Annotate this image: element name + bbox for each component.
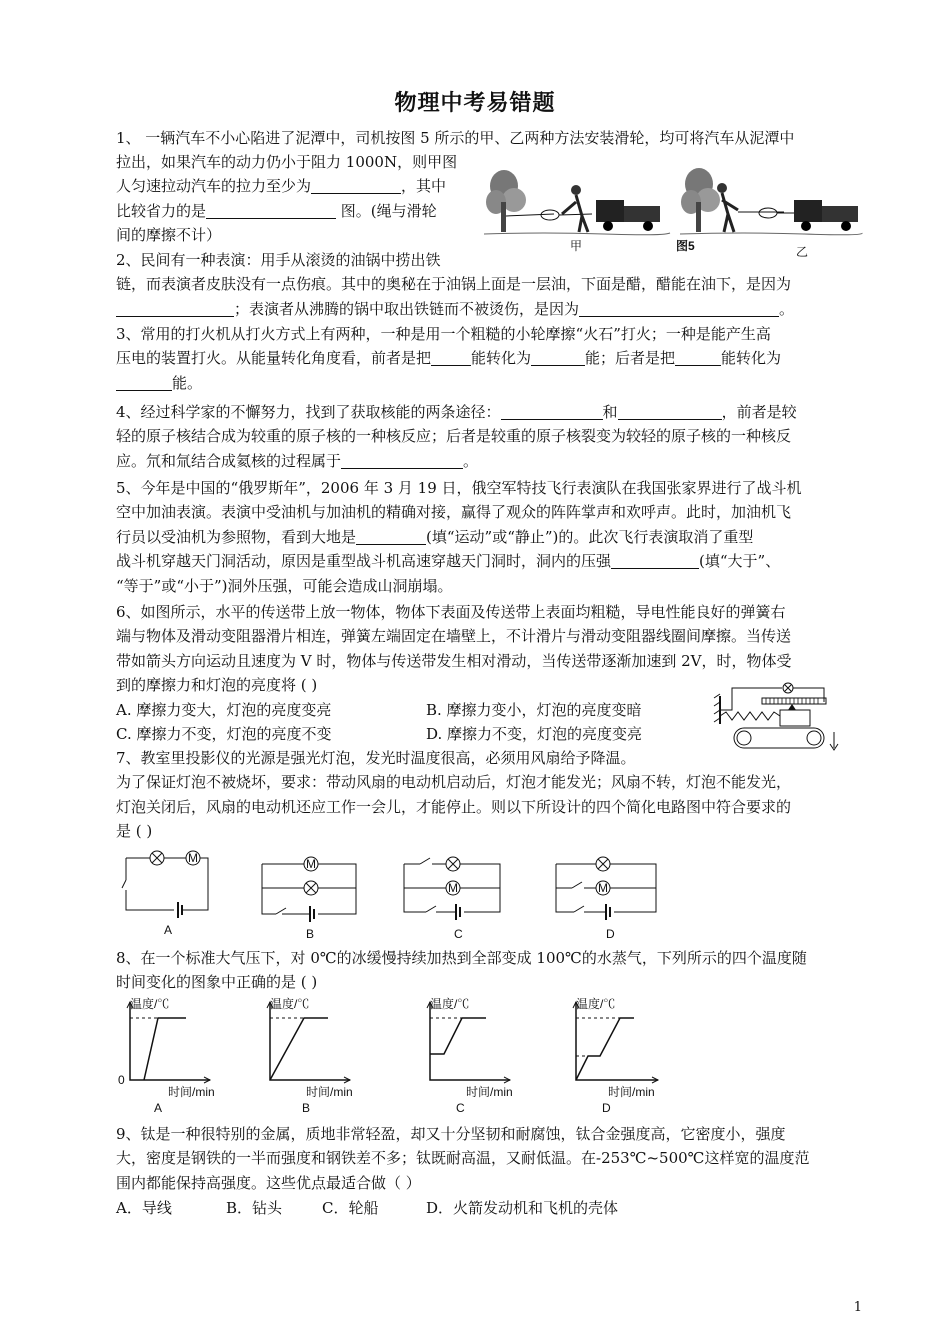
svg-text:M: M <box>448 881 458 895</box>
pulley-figure-a <box>484 170 670 235</box>
question-7: 7、教室里投影仪的光源是强光灯泡，发光时温度很高，必须用风扇给予降温。 为了保证灯泡不被烧坏，要求：带动风扇的电动机启动后，灯泡才能发光；风扇不转，灯泡不能发光， 灯泡关闭后，风扇的电动机还应工作一会儿，才能停止。则以下所设计的四个简化电路图中符合要求的 是 ( ) <box>116 749 792 841</box>
circuit-d <box>556 857 656 941</box>
option-d[interactable]: D. 摩擦力不变，灯泡的亮度变亮 <box>426 725 643 744</box>
option-d[interactable]: D．火箭发动机和飞机的壳体 <box>426 1199 619 1217</box>
answer-blank[interactable] <box>501 403 603 420</box>
question-1: 1、 一辆汽车不小心陷进了泥潭中，司机按图 5 所示的甲、乙两种方法安装滑轮，均可将汽车从泥潭中 <box>116 129 795 147</box>
question-9-options <box>116 1196 618 1220</box>
option-a[interactable]: A．导线 <box>116 1199 172 1217</box>
answer-blank[interactable] <box>531 349 585 366</box>
pulley-figure-b <box>680 168 862 235</box>
circuit-b <box>262 857 356 941</box>
graph-label-c: C <box>456 1101 465 1115</box>
svg-text:时间/min: 时间/min <box>608 1085 655 1099</box>
pulley-figure <box>484 158 864 262</box>
svg-text:时间/min: 时间/min <box>168 1085 215 1099</box>
question-3: 3、常用的打火机从打火方式上有两种，一种是用一个粗糙的小轮摩擦“火石”打火；一种是能产生高 压电的装置打火。从能量转化角度看，前者是把 能转化为 能；后者是把 能转化为 能。 <box>116 325 782 392</box>
answer-blank[interactable] <box>611 552 699 569</box>
answer-blank[interactable] <box>675 349 721 366</box>
question-6-options <box>116 698 736 747</box>
graph-d <box>573 996 658 1115</box>
option-c[interactable]: C. 摩擦力不变，灯泡的亮度不变 <box>116 725 332 744</box>
figure-caption: 图5 <box>676 239 695 253</box>
svg-text:温度/℃: 温度/℃ <box>270 997 310 1011</box>
svg-text:M: M <box>598 881 608 895</box>
circuit-label-b: B <box>306 927 315 941</box>
answer-blank[interactable] <box>311 177 401 194</box>
answer-blank[interactable] <box>618 403 722 420</box>
svg-text:时间/min: 时间/min <box>466 1085 513 1099</box>
svg-text:温度/℃: 温度/℃ <box>576 997 616 1011</box>
circuit-c <box>404 857 500 941</box>
svg-text:0: 0 <box>118 1073 125 1087</box>
temperature-graphs <box>110 994 670 1118</box>
question-9: 9、钛是一种很特别的金属，质地非常轻盈，却又十分坚韧和耐腐蚀，钛合金强度高，它密度小，强度 大，密度是钢铁的一半而强度和钢铁差不多；钛既耐高温，又耐低温。在-253℃~500℃这样宽的温度范 围内都能保持高强度。这些优点最适合做（ ） <box>116 1125 810 1192</box>
svg-text:时间/min: 时间/min <box>306 1085 353 1099</box>
question-5: 5、今年是中国的“俄罗斯年”，2006 年 3 月 19 日，俄空军特技飞行表演队在我国张家界进行了战斗机 空中加油表演。表演中受油机与加油机的精确对接，赢得了观众的阵阵掌声和欢呼声。此时，加油机飞 行员以受油机为参照物，看到大地是 (填“运动”或“静止”)的。此次飞行表演取消了重型 战斗机穿越天门洞活动，原因是重型战斗机高速穿越天门洞时，洞内的压强 (填“大于”、 “等于”或“小于”)洞外压强，可能会造成山洞崩塌。 <box>116 479 802 595</box>
svg-text:M: M <box>188 851 198 865</box>
circuit-a <box>122 851 208 937</box>
option-b[interactable]: B. 摩擦力变小，灯泡的亮度变暗 <box>426 701 642 719</box>
answer-blank[interactable] <box>341 452 463 469</box>
figure-label-b: 乙 <box>796 245 809 259</box>
option-b[interactable]: B．钻头 <box>226 1199 283 1217</box>
circuit-diagrams <box>110 846 670 942</box>
question-4: 4、经过科学家的不懈努力，找到了获取核能的两条途径： 和 ，前者是较 轻的原子核结合成为较重的原子核的一种核反应；后者是较重的原子核裂变为较轻的原子核的一种核反 应。氘和氚结合成氦核的过程属于 。 <box>116 403 797 470</box>
circuit-label-a: A <box>164 923 173 937</box>
svg-text:温度/℃: 温度/℃ <box>130 997 170 1011</box>
graph-c <box>427 996 513 1115</box>
option-c[interactable]: C．轮船 <box>322 1199 379 1217</box>
graph-a <box>118 996 215 1115</box>
question-2: 2、民间有一种表演：用手从滚烫的油锅中捞出铁 链，而表演者皮肤没有一点伤痕。其中的奥秘在于油锅上面是一层油，下面是醋，醋能在油下，是因为 ；表演者从沸腾的锅中取出铁链而不被烫伤，是因为 。 <box>116 251 795 318</box>
answer-blank[interactable] <box>579 300 779 317</box>
svg-text:温度/℃: 温度/℃ <box>430 997 470 1011</box>
graph-b <box>267 996 353 1115</box>
graph-label-b: B <box>302 1101 311 1115</box>
question-6: 6、如图所示，水平的传送带上放一物体，物体下表面及传送带上表面均粗糙，导电性能良好的弹簧右 端与物体及滑动变阻器滑片相连，弹簧左端固定在墙壁上，不计滑片与滑动变阻器线圈间摩擦。当传送 带如箭头方向运动且速度为 V 时，物体与传送带发生相对滑动，当传送带逐渐加速到 2V，时，物体受 到的摩擦力和灯泡的亮度将 ( ) <box>116 603 792 695</box>
option-a[interactable]: A. 摩擦力变大，灯泡的亮度变亮 <box>116 701 332 719</box>
circuit-label-d: D <box>606 927 615 941</box>
page-title: 物理中考易错题 <box>394 90 556 116</box>
circuit-label-c: C <box>454 927 463 941</box>
answer-blank[interactable] <box>431 349 471 366</box>
svg-text:M: M <box>306 857 316 871</box>
answer-blank[interactable] <box>356 528 426 545</box>
answer-blank[interactable] <box>116 374 172 391</box>
question-1-text: 拉出，如果汽车的动力仍小于阻力 1000N，则甲图 人匀速拉动汽车的拉力至少为 ，其中 比较省力的是 图。(绳与滑轮 间的摩擦不计） <box>116 153 458 245</box>
answer-blank[interactable] <box>206 202 336 219</box>
figure-label-a: 甲 <box>570 239 583 253</box>
page-number: 1 <box>853 1300 862 1315</box>
graph-label-d: D <box>602 1101 611 1115</box>
answer-blank[interactable] <box>116 300 234 317</box>
graph-label-a: A <box>154 1101 163 1115</box>
question-8: 8、在一个标准大气压下，对 0℃的冰缓慢持续加热到全部变成 100℃的水蒸气，下列所示的四个温度随 时间变化的图象中正确的是 ( ) <box>116 949 807 992</box>
